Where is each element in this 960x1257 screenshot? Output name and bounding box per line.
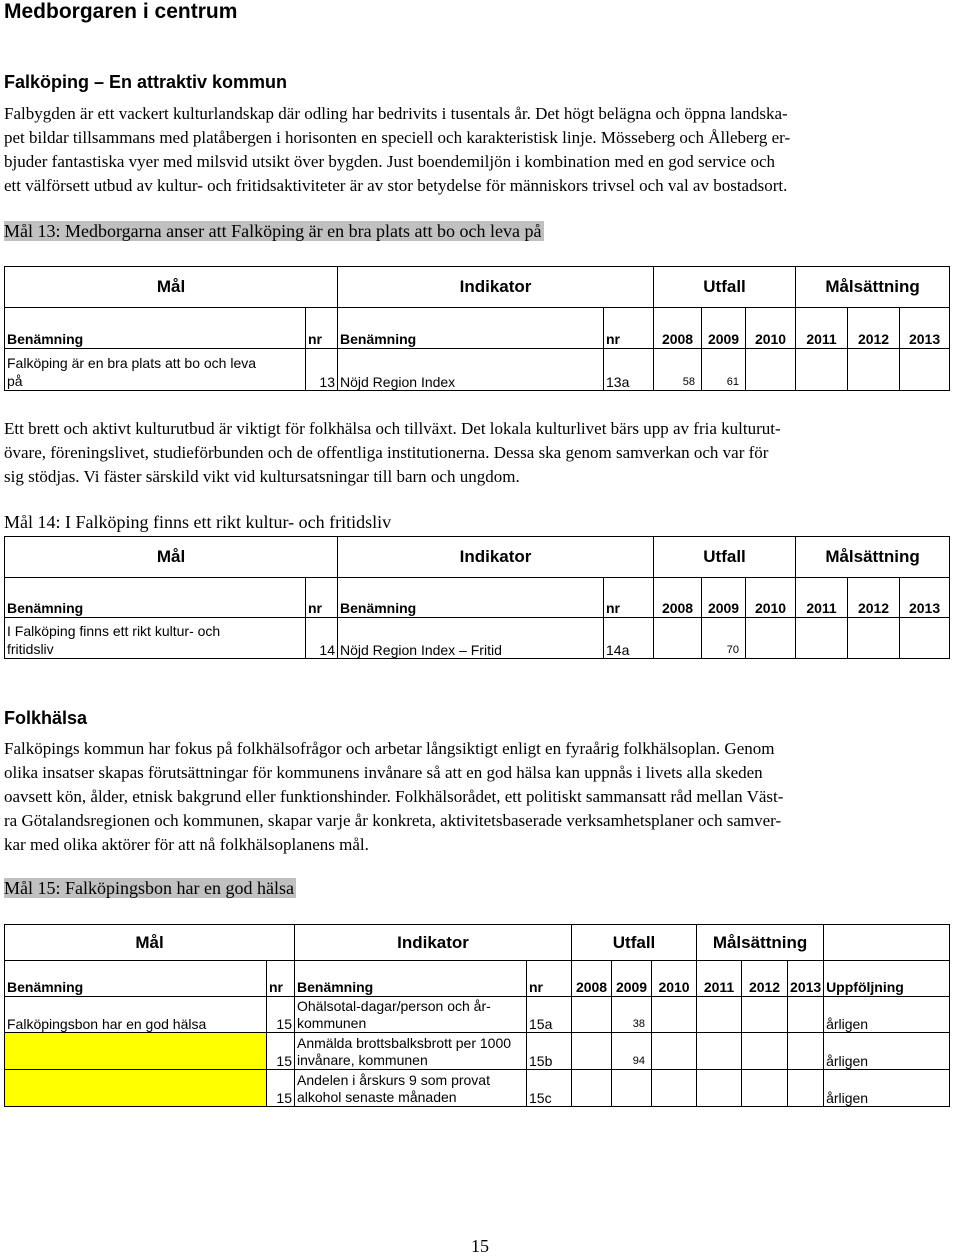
target-2013 [900, 618, 950, 659]
col-nr: nr [527, 961, 572, 997]
goal-14-table [4, 536, 950, 659]
followup: årligen [824, 997, 950, 1033]
col-benamning: Benämning [295, 961, 527, 997]
col-year: 2009 [702, 308, 746, 349]
col-year: 2011 [697, 961, 742, 997]
col-year: 2010 [746, 308, 796, 349]
value-2009: 94 [612, 1033, 652, 1070]
col-year: 2013 [900, 578, 950, 618]
header-mal: Mål [5, 925, 295, 961]
indicator-nr: 15c [527, 1070, 572, 1107]
value-2010 [746, 349, 796, 391]
paragraph-line: bjuder fantastiska vyer med milsvid utsikt över bygden. Just boendemiljön i kombination med en god service och [4, 152, 775, 171]
goal-14-title: Mål 14: I Falköping finns ett rikt kultur- och fritidsliv [4, 512, 392, 532]
value-2009: 70 [702, 618, 746, 659]
header-indikator: Indikator [338, 267, 654, 308]
indicator-name: Nöjd Region Index – Fritid [338, 618, 604, 659]
col-year: 2008 [654, 578, 702, 618]
header-utfall: Utfall [654, 267, 796, 308]
header-utfall: Utfall [572, 925, 697, 961]
goal-nr: 15 [267, 997, 295, 1033]
goal-name-empty [5, 1070, 267, 1107]
followup: årligen [824, 1070, 950, 1107]
col-benamning: Benämning [338, 308, 604, 349]
indicator-nr: 15b [527, 1033, 572, 1070]
col-nr: nr [306, 308, 338, 349]
indicator-nr: 13a [604, 349, 654, 391]
col-year: 2011 [796, 578, 848, 618]
col-year: 2010 [652, 961, 697, 997]
paragraph-line: kar med olika aktörer för att nå folkhälsoplanens mål. [4, 835, 369, 854]
paragraph-line: pet bildar tillsammans med platåbergen i horisonten en speciell och karakteristisk linje. Mösseberg och Ålleberg er- [4, 128, 791, 147]
target-2012 [742, 1033, 788, 1070]
value-2008 [572, 997, 612, 1033]
col-year: 2013 [788, 961, 824, 997]
col-year: 2012 [848, 308, 900, 349]
target-2012 [742, 997, 788, 1033]
table-row [5, 1070, 950, 1107]
col-year: 2013 [900, 308, 950, 349]
header-malsattning: Målsättning [697, 925, 824, 961]
section-heading-folkhalsa: Folkhälsa [4, 708, 88, 728]
goal-15-title: Mål 15: Falköpingsbon har en god hälsa [4, 878, 294, 898]
table-row [5, 349, 950, 391]
goal-name: I Falköping finns ett rikt kultur- och fritidsliv [5, 618, 306, 659]
target-2011 [796, 349, 848, 391]
value-2008 [654, 618, 702, 659]
indicator-nr: 14a [604, 618, 654, 659]
paragraph-line: Falbygden är ett vackert kulturlandskap där odling har bedrivits i tusentals år. Det högt belägna och öppna landska- [4, 104, 788, 123]
value-2009: 61 [702, 349, 746, 391]
value-2010 [652, 1033, 697, 1070]
table-row [5, 997, 950, 1033]
paragraph-line: sig stödjas. Vi fäster särskild vikt vid kultursatsningar till barn och ungdom. [4, 467, 520, 486]
target-2012 [742, 1070, 788, 1107]
paragraph-line: olika insatser skapas förutsättningar för kommunens invånare så att en god hälsa kan uppnås i livets alla skeden [4, 763, 763, 782]
header-malsattning: Målsättning [796, 267, 950, 308]
col-benamning: Benämning [5, 308, 306, 349]
col-year: 2011 [796, 308, 848, 349]
goal-name: Falköpingsbon har en god hälsa [5, 997, 267, 1033]
table-row [5, 1033, 950, 1070]
col-benamning: Benämning [5, 961, 267, 997]
col-uppfoljning: Uppföljning [824, 961, 950, 997]
col-year: 2010 [746, 578, 796, 618]
paragraph-line: oavsett kön, ålder, etnisk bakgrund eller funktionshinder. Folkhälsorådet, ett politiskt sammansatt råd mellan Väst- [4, 787, 784, 806]
target-2011 [697, 997, 742, 1033]
value-2008: 58 [654, 349, 702, 391]
goal-nr: 14 [306, 618, 338, 659]
header-malsattning: Målsättning [796, 537, 950, 578]
col-year: 2008 [572, 961, 612, 997]
header-indikator: Indikator [338, 537, 654, 578]
target-2013 [788, 1033, 824, 1070]
table-row [5, 618, 950, 659]
value-2008 [572, 1033, 612, 1070]
target-2011 [796, 618, 848, 659]
col-nr: nr [267, 961, 295, 997]
target-2011 [697, 1033, 742, 1070]
col-year: 2008 [654, 308, 702, 349]
header-mal: Mål [5, 537, 338, 578]
indicator-nr: 15a [527, 997, 572, 1033]
goal-15-table [4, 924, 950, 1107]
target-2013 [900, 349, 950, 391]
target-2011 [697, 1070, 742, 1107]
goal-nr: 15 [267, 1033, 295, 1070]
paragraph-line: ett välförsett utbud av kultur- och fritidsaktiviteter är av stor betydelse för människors trivsel och val av bostadsort. [4, 176, 788, 195]
header-utfall: Utfall [654, 537, 796, 578]
col-nr: nr [604, 308, 654, 349]
indicator-name: Andelen i årskurs 9 som provat alkohol senaste månaden [295, 1070, 527, 1107]
paragraph-line: övare, föreningslivet, studieförbunden och de offentliga institutionerna. Dessa ska genom samverkan och var för [4, 443, 769, 462]
indicator-name: Anmälda brottsbalksbrott per 1000 invånare, kommunen [295, 1033, 527, 1070]
value-2008 [572, 1070, 612, 1107]
col-year: 2009 [612, 961, 652, 997]
paragraph-line: Ett brett och aktivt kulturutbud är viktigt för folkhälsa och tillväxt. Det lokala kulturlivet bärs upp av fria kulturut- [4, 419, 781, 438]
value-2009 [612, 1070, 652, 1107]
value-2009: 38 [612, 997, 652, 1033]
col-year: 2012 [848, 578, 900, 618]
col-year: 2012 [742, 961, 788, 997]
indicator-name: Nöjd Region Index [338, 349, 604, 391]
paragraph-line: Falköpings kommun har fokus på folkhälsofrågor och arbetar långsiktigt enligt en fyraårig folkhälsoplan. Genom [4, 739, 775, 758]
page-title: Medborgaren i centrum [4, 0, 238, 23]
followup: årligen [824, 1033, 950, 1070]
paragraph-line: ra Götalandsregionen och kommunen, skapar varje år konkreta, aktivitetsbaserade verksamhetsplaner och samver- [4, 811, 782, 830]
value-2010 [652, 997, 697, 1033]
col-nr: nr [604, 578, 654, 618]
goal-nr: 13 [306, 349, 338, 391]
page-number: 15 [471, 1236, 489, 1256]
value-2010 [652, 1070, 697, 1107]
header-indikator: Indikator [295, 925, 572, 961]
goal-name-empty [5, 1033, 267, 1070]
header-empty [824, 925, 950, 961]
col-benamning: Benämning [338, 578, 604, 618]
col-nr: nr [306, 578, 338, 618]
goal-13-table [4, 266, 950, 391]
goal-13-title: Mål 13: Medborgarna anser att Falköping är en bra plats att bo och leva på [4, 221, 542, 241]
header-mal: Mål [5, 267, 338, 308]
target-2013 [788, 1070, 824, 1107]
target-2013 [788, 997, 824, 1033]
goal-name: Falköping är en bra plats att bo och leva på [5, 349, 306, 391]
goal-nr: 15 [267, 1070, 295, 1107]
value-2010 [746, 618, 796, 659]
section-heading-attraktiv: Falköping – En attraktiv kommun [4, 72, 288, 92]
col-benamning: Benämning [5, 578, 306, 618]
target-2012 [848, 618, 900, 659]
indicator-name: Ohälsotal-dagar/person och år- kommunen [295, 997, 527, 1033]
col-year: 2009 [702, 578, 746, 618]
target-2012 [848, 349, 900, 391]
